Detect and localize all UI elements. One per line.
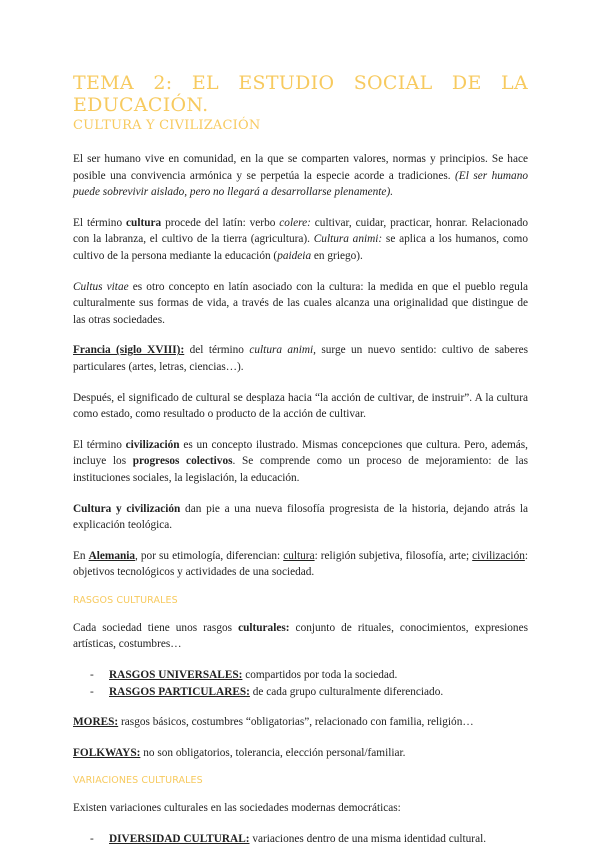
list-variaciones bbox=[73, 831, 528, 848]
paragraph-6 bbox=[73, 437, 528, 487]
list-rasgos bbox=[73, 667, 528, 700]
text: , por su etimología, diferencian: bbox=[135, 549, 284, 562]
text: cultivar, cuidar, practicar, honrar. Relacionado con la labranza, el cultivo de la tierra (agricultura). bbox=[73, 216, 528, 246]
section-heading-variaciones: VARIACIONES CULTURALES bbox=[73, 775, 203, 787]
title-word: TEMA bbox=[73, 72, 134, 94]
text: rasgos básicos, costumbres “obligatorias”, relacionado con familia, religión… bbox=[118, 716, 474, 729]
bold-term: Cultura y civilización bbox=[73, 502, 181, 515]
bold-term: cultura bbox=[126, 216, 162, 229]
list-item bbox=[73, 684, 528, 701]
title-word: EL bbox=[191, 72, 219, 94]
section-subtitle: CULTURA Y CIVILIZACIÓN bbox=[73, 118, 261, 133]
title-line-1 bbox=[73, 72, 528, 94]
text: : religión subjetiva, filosofía, arte; bbox=[314, 549, 473, 562]
bold-term: civilización bbox=[125, 438, 180, 451]
italic-term: cultura animi, bbox=[249, 344, 316, 357]
title-word: SOCIAL bbox=[353, 72, 433, 94]
text: En bbox=[73, 549, 89, 562]
text: en griego). bbox=[311, 249, 363, 262]
text: surge un nuevo sentido: cultivo de saberes particulares (artes, letras, ciencias…). bbox=[73, 344, 529, 373]
bold-underlined-term: RASGOS PARTICULARES: bbox=[109, 685, 250, 698]
text: de cada grupo culturalmente diferenciado. bbox=[249, 685, 444, 698]
bold-underlined-term: DIVERSIDAD CULTURAL: bbox=[109, 833, 250, 846]
text: : objetivos tecnológicos y actividades de una sociedad. bbox=[73, 549, 529, 579]
title-word: LA bbox=[501, 72, 528, 94]
document-title bbox=[73, 72, 528, 116]
dash-bullet: - bbox=[90, 833, 94, 846]
text: del término bbox=[184, 344, 250, 357]
italic-term: paideia bbox=[277, 249, 312, 262]
text: es otro concepto en latín asociado con la cultura: la medida en que el pueblo regula culturalmente sus formas de vida, a través de las cuales alcanza una originalidad que distingue de las otras sociedades. bbox=[73, 280, 528, 326]
text: procede del latín: verbo bbox=[161, 216, 280, 229]
bold-underlined-term: FOLKWAYS: bbox=[73, 746, 141, 759]
paragraph-9 bbox=[73, 620, 528, 653]
bold-term: progresos colectivos bbox=[132, 455, 233, 468]
italic-term: colere: bbox=[279, 216, 311, 229]
paragraph-4 bbox=[73, 342, 528, 375]
text: se aplica a los humanos, como cultivo de la persona mediante la educación ( bbox=[73, 233, 528, 262]
italic-text: (El ser humano puede sobrevivir aislado, pero no llegará a desarrollarse plenamente). bbox=[73, 169, 528, 199]
title-line-2: EDUCACIÓN. bbox=[73, 94, 209, 116]
text: conjunto de rituales, conocimientos, expresiones artísticas, costumbres… bbox=[73, 621, 528, 651]
text: . Se comprende como un proceso de mejoramiento: de las instituciones sociales, la legislación, la educación. bbox=[73, 455, 528, 484]
bold-underlined-term: Alemania bbox=[88, 549, 136, 562]
text: El ser humano vive en comunidad, en la que se comparten valores, normas y principios. Se hace posible una convivencia armónica y se perpetúa la especie acorde a tradiciones. bbox=[73, 153, 528, 182]
italic-term: Cultus vitae bbox=[73, 280, 129, 293]
paragraph-3 bbox=[73, 279, 528, 329]
text: no son obligatorios, tolerancia, elección personal/familiar. bbox=[140, 746, 406, 759]
text: variaciones dentro de una misma identidad cultural. bbox=[249, 833, 487, 846]
title-word: DE bbox=[451, 72, 482, 94]
dash-bullet: - bbox=[90, 685, 94, 698]
text: compartidos por toda la sociedad. bbox=[242, 669, 398, 682]
dash-bullet: - bbox=[90, 669, 94, 682]
paragraph-7 bbox=[73, 501, 528, 534]
bold-underlined-term: RASGOS UNIVERSALES: bbox=[109, 669, 243, 682]
bold-underlined-term: Francia (siglo XVIII): bbox=[73, 344, 185, 357]
underlined-term: civilización bbox=[472, 549, 525, 562]
paragraph-11 bbox=[73, 745, 528, 762]
list-item bbox=[73, 831, 528, 848]
paragraph-10 bbox=[73, 714, 528, 731]
paragraph-5: Después, el significado de cultural se desplaza hacia “la acción de cultivar, de instruir”. A la cultura como estado, como resultado o producto de la acción de cultivar. bbox=[73, 391, 528, 421]
text: dan pie a una nueva filosofía progresista de la historia, dejando atrás la explicación teológica. bbox=[73, 502, 528, 532]
italic-term: Cultura animi: bbox=[313, 233, 383, 246]
paragraph-12: Existen variaciones culturales en las sociedades modernas democráticas: bbox=[73, 802, 401, 815]
bold-term: culturales: bbox=[238, 621, 290, 634]
section-heading-rasgos: RASGOS CULTURALES bbox=[73, 594, 178, 606]
text: es un concepto ilustrado. Mismas concepciones que cultura. Pero, además, incluye los bbox=[73, 438, 529, 468]
text: El término bbox=[73, 216, 127, 229]
text: Cada sociedad tiene unos rasgos bbox=[73, 621, 239, 634]
title-word: ESTUDIO bbox=[238, 72, 335, 94]
paragraph-1 bbox=[73, 151, 528, 201]
paragraph-2 bbox=[73, 215, 528, 265]
text: El término bbox=[73, 438, 126, 451]
underlined-term: cultura bbox=[283, 549, 315, 562]
list-item bbox=[73, 667, 528, 684]
bold-underlined-term: MORES: bbox=[73, 716, 119, 729]
document-page bbox=[73, 72, 528, 862]
paragraph-8 bbox=[73, 548, 528, 581]
title-word: 2: bbox=[153, 72, 173, 94]
